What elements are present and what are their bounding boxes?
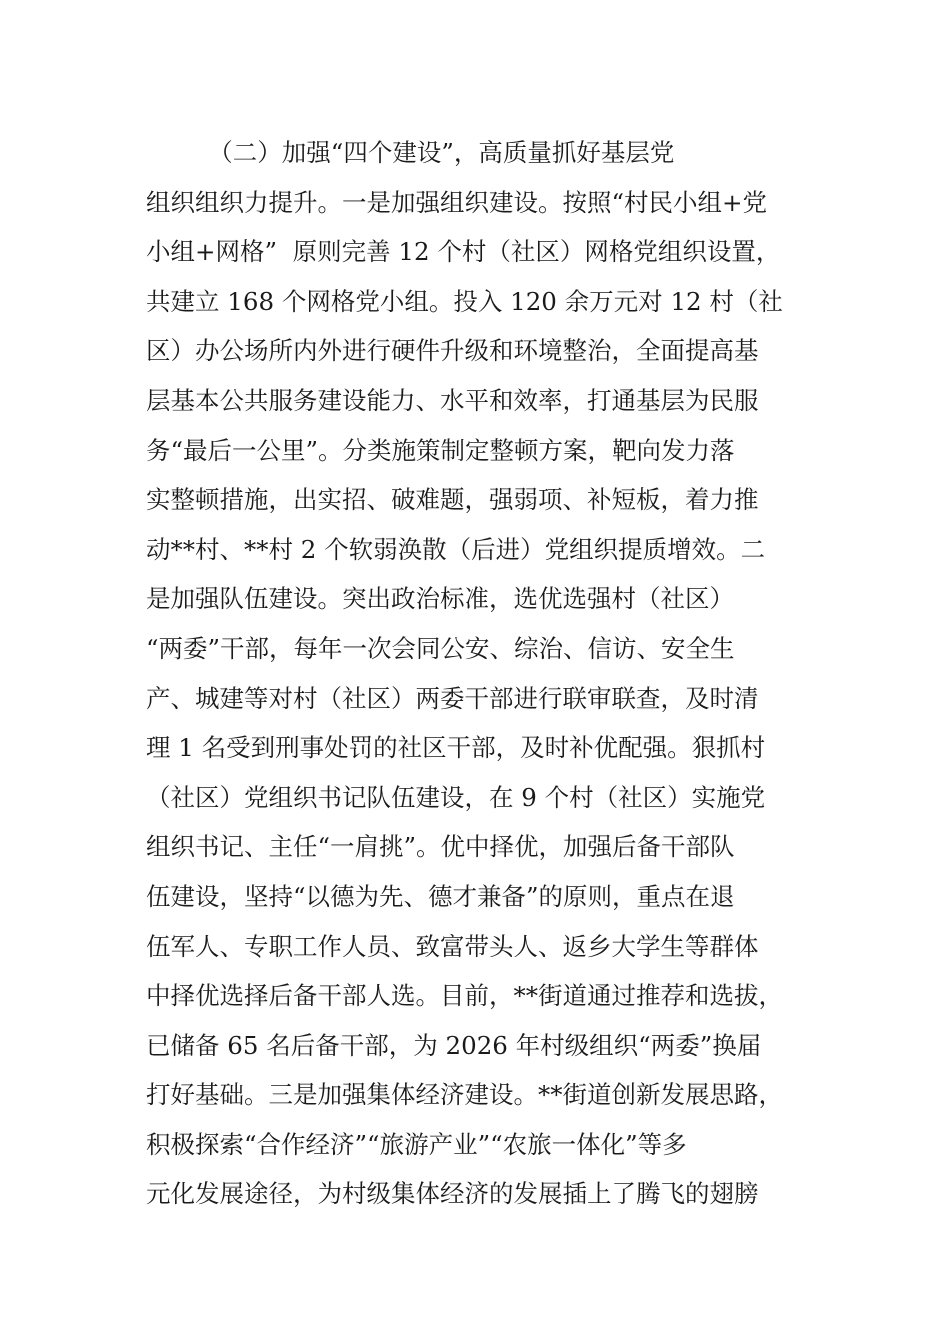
text-line: 已储备 65 名后备干部，为 2026 年村级组织“两委”换届 (146, 1030, 762, 1060)
text-line: 层基本公共服务建设能力、水平和效率，打通基层为民服 (146, 385, 759, 415)
text-line: 打好基础。三是加强集体经济建设。**街道创新发展思路， (146, 1080, 783, 1110)
text-line: 中择优选择后备干部人选。目前，**街道通过推荐和选拔， (146, 981, 783, 1011)
text-line: 组织组织力提升。一是加强组织建设。按照“村民小组+党 (146, 187, 768, 217)
text-line: （社区）党组织书记队伍建设，在 9 个村（社区）实施党 (146, 782, 766, 812)
text-line: 积极探索“合作经济”“旅游产业”“农旅一体化”等多 (146, 1129, 687, 1159)
text-line: 伍军人、专职工作人员、致富带头人、返乡大学生等群体 (146, 931, 759, 961)
text-line: 实整顿措施，出实招、破难题，强弱项、补短板，着力推 (146, 485, 759, 515)
text-line: 动**村、**村 2 个软弱涣散（后进）党组织提质增效。二 (146, 534, 766, 564)
text-line: 理 1 名受到刑事处罚的社区干部，及时补优配强。狠抓村 (146, 733, 766, 763)
text-line: 产、城建等对村（社区）两委干部进行联审联查，及时清 (146, 683, 759, 713)
text-line: 小组+网格” 原则完善 12 个村（社区）网格党组织设置， (146, 237, 781, 267)
body-paragraph (146, 128, 846, 1219)
text-line: 务“最后一公里”。分类施策制定整顿方案，靶向发力落 (146, 435, 735, 465)
text-line: “两委”干部，每年一次会同公安、综治、信访、安全生 (146, 633, 735, 663)
text-line: （二）加强“四个建设”，高质量抓好基层党 (146, 138, 675, 167)
text-line: 元化发展途径，为村级集体经济的发展插上了腾飞的翅膀 (146, 1179, 759, 1209)
text-line: 区）办公场所内外进行硬件升级和环境整治，全面提高基 (146, 336, 759, 366)
text-line: 伍建设，坚持“以德为先、德才兼备”的原则，重点在退 (146, 881, 735, 911)
text-line: 组织书记、主任“一肩挑”。优中择优，加强后备干部队 (146, 832, 735, 862)
text-line: 共建立 168 个网格党小组。投入 120 余万元对 12 村（社 (146, 286, 783, 316)
text-line: 是加强队伍建设。突出政治标准，选优选强村（社区） (146, 584, 734, 614)
